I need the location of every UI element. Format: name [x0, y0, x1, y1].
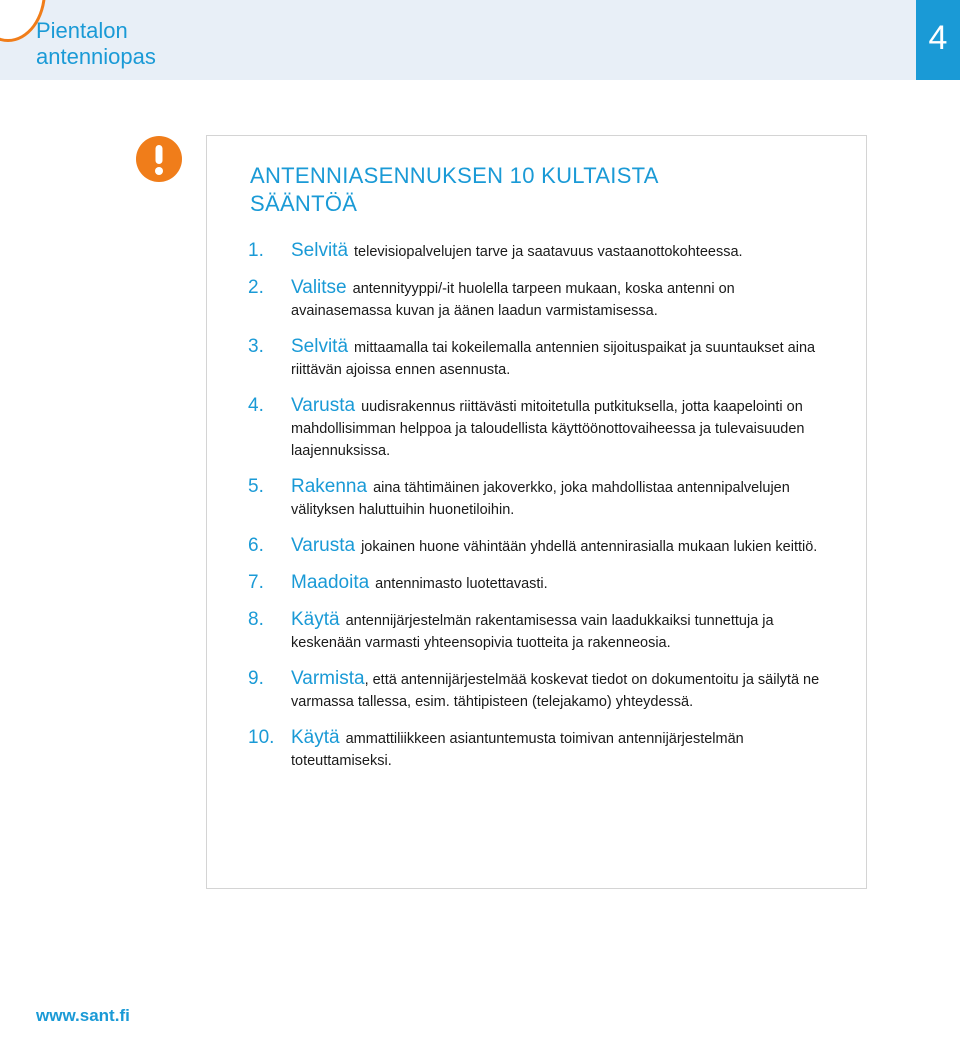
rule-text: antennijärjestelmän rakentamisessa vain laadukkaiksi tunnettuja ja keskenään varmasti yhteensopivia tuotteita ja rakenneosia.: [291, 613, 774, 651]
rule-number: 8.: [248, 609, 264, 630]
rule-number: 9.: [248, 668, 264, 689]
rule-keyword: Maadoita: [291, 572, 370, 593]
list-item: [248, 668, 838, 713]
rule-number: 6.: [248, 535, 264, 556]
rule-text: antennimasto luotettavasti.: [375, 576, 548, 592]
list-item: [248, 240, 838, 263]
list-item: [248, 609, 838, 654]
list-item: [248, 727, 838, 772]
rule-text: mittaamalla tai kokeilemalla antennien sijoituspaikat ja suuntaukset aina riittävän ajoissa ennen asennusta.: [291, 340, 816, 378]
rule-number: 10.: [248, 727, 275, 748]
rule-text: televisiopalvelujen tarve ja saatavuus vastaanottokohteessa.: [354, 244, 743, 260]
rule-number: 3.: [248, 336, 264, 357]
rule-number: 5.: [248, 476, 264, 497]
rule-text: uudisrakennus riittävästi mitoitetulla putkituksella, jotta kaapelointi on mahdollisimman helppoa ja taloudellista käyttöönottovaiheessa ja tulevaisuuden laajennuksissa.: [291, 399, 805, 459]
list-item: [248, 336, 838, 381]
website-link[interactable]: www.sant.fi: [36, 1006, 130, 1025]
rule-text: , että antennijärjestelmää koskevat tiedot on dokumentoitu ja säilytä ne varmassa tallessa, esim. tähtipisteen (telejakamo) yhteydessä.: [291, 672, 820, 710]
title-line-2: antenniopas: [36, 44, 156, 69]
rule-keyword: Varusta: [291, 395, 356, 416]
rule-text: antennityyppi/-it huolella tarpeen mukaan, koska antenni on avainasemassa kuvan ja äänen laadun varmistamisessa.: [291, 281, 735, 319]
rule-keyword: Käytä: [291, 727, 340, 748]
list-item: [248, 277, 838, 322]
rule-number: 7.: [248, 572, 264, 593]
rule-text: ammattiliikkeen asiantuntemusta toimivan antennijärjestelmän toteuttamiseksi.: [291, 731, 744, 769]
card-heading: [250, 162, 850, 218]
rule-keyword: Selvitä: [291, 240, 349, 261]
rule-text: aina tähtimäinen jakoverkko, joka mahdollistaa antennipalvelujen välityksen haluttuihin huonetiloihin.: [291, 480, 790, 518]
rule-keyword: Selvitä: [291, 336, 349, 357]
rule-number: 4.: [248, 395, 264, 416]
exclamation-icon: [136, 136, 182, 182]
page-number: 4: [916, 0, 960, 80]
list-item: [248, 572, 838, 595]
publication-title: [36, 18, 156, 70]
rule-keyword: Rakenna: [291, 476, 368, 497]
rule-keyword: Varmista: [291, 668, 365, 689]
rules-list: [248, 240, 838, 772]
heading-line-2: SÄÄNTÖÄ: [250, 191, 358, 216]
rule-text: jokainen huone vähintään yhdellä antennirasialla mukaan lukien keittiö.: [361, 539, 818, 555]
list-item: [248, 476, 838, 521]
page-header: [0, 0, 960, 80]
rule-keyword: Käytä: [291, 609, 340, 630]
rule-keyword: Varusta: [291, 535, 356, 556]
list-item: [248, 395, 838, 462]
list-item: [248, 535, 838, 558]
rule-number: 2.: [248, 277, 264, 298]
rule-number: 1.: [248, 240, 264, 261]
rule-keyword: Valitse: [291, 277, 347, 298]
title-line-1: Pientalon: [36, 18, 128, 43]
heading-line-1: ANTENNIASENNUKSEN 10 KULTAISTA: [250, 163, 659, 188]
